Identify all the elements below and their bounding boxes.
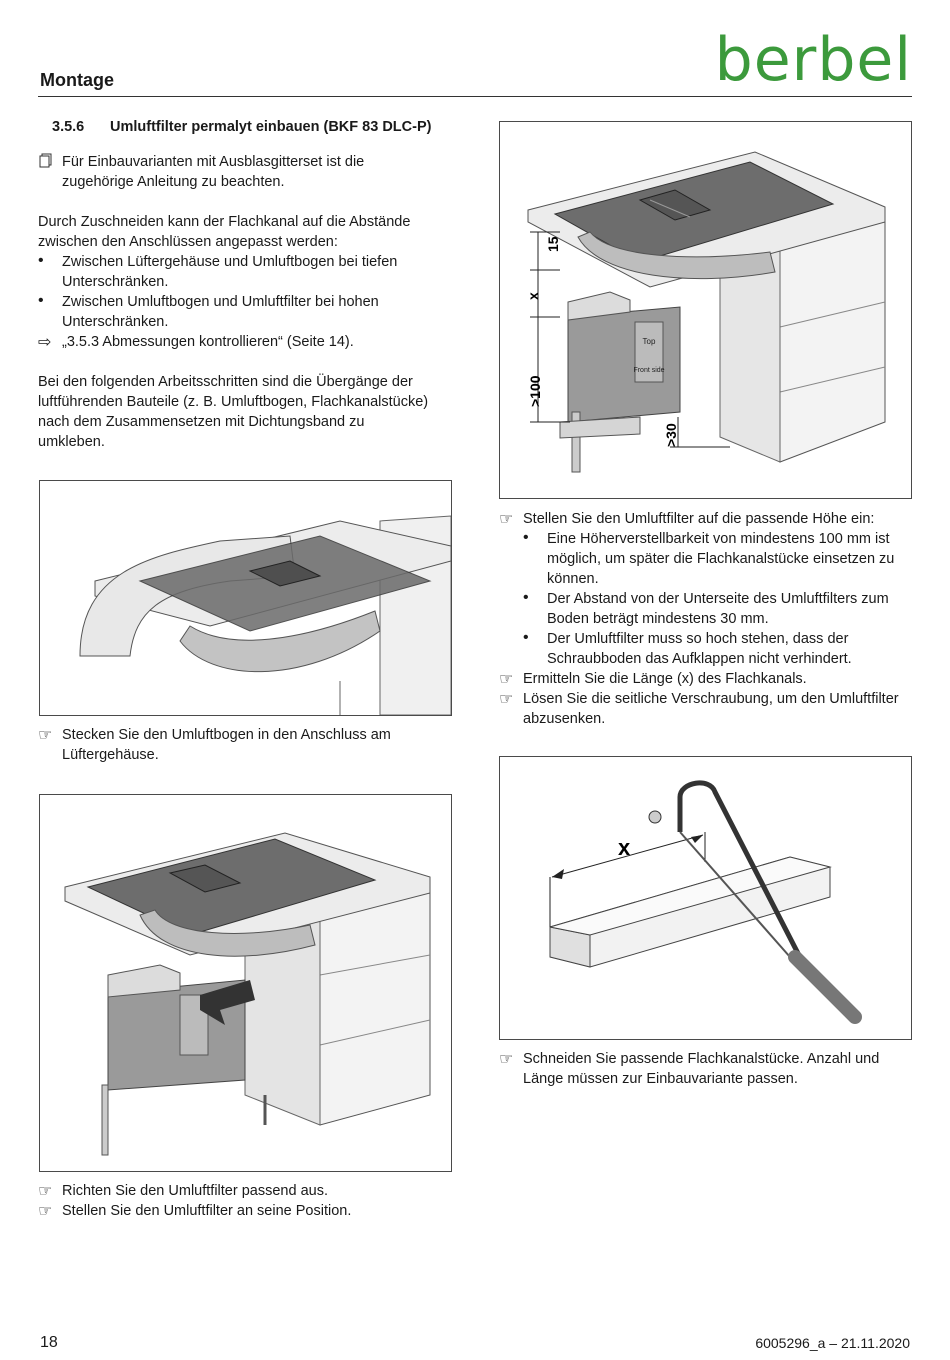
intro-line: Durch Zuschneiden kann der Flachkanal auf die Abstände bbox=[38, 214, 411, 230]
arrow-right-icon: ⇨ bbox=[38, 334, 52, 351]
caption-figure-3 bbox=[38, 1181, 448, 1221]
panel-label-front: Front side bbox=[633, 367, 665, 374]
note-block bbox=[38, 152, 448, 192]
intro-block bbox=[38, 212, 448, 452]
bullet-text: Der Abstand von der Unterseite des Umluftfilters zum bbox=[547, 591, 889, 607]
step-hand-icon: ☞ bbox=[499, 1051, 514, 1068]
list-item bbox=[38, 292, 448, 332]
list-item bbox=[499, 669, 914, 689]
intro-line: Bei den folgenden Arbeitsschritten sind die Übergänge der bbox=[38, 374, 413, 390]
header-section-title: Montage bbox=[40, 70, 114, 90]
caption-figure-2 bbox=[38, 725, 448, 765]
figure-cut-duct bbox=[499, 756, 912, 1040]
step-hand-icon: ☞ bbox=[38, 1203, 53, 1220]
list-item bbox=[38, 252, 448, 292]
list-item bbox=[38, 1201, 448, 1221]
bullet-text: können. bbox=[547, 571, 599, 587]
note-text-2: zugehörige Anleitung zu beachten. bbox=[62, 174, 285, 190]
bullet-text: Unterschränken. bbox=[62, 314, 169, 330]
figure-position-filter bbox=[39, 794, 452, 1172]
list-item bbox=[38, 725, 448, 765]
step-text: Schneiden Sie passende Flachkanalstücke. Anzahl und bbox=[523, 1051, 880, 1067]
list-item bbox=[523, 589, 914, 629]
figure-bend-connection bbox=[39, 480, 452, 716]
bullet-text: Unterschränken. bbox=[62, 274, 169, 290]
list-item bbox=[38, 1181, 448, 1201]
brand-logo: berbel bbox=[714, 25, 912, 95]
step-text: Lüftergehäuse. bbox=[62, 747, 159, 763]
header-divider bbox=[38, 96, 912, 97]
section-heading bbox=[52, 119, 431, 135]
bullet-icon: • bbox=[523, 529, 529, 546]
step-text: Länge müssen zur Einbauvariante passen. bbox=[523, 1071, 798, 1087]
list-item bbox=[499, 689, 914, 729]
caption-figure-4 bbox=[499, 1049, 914, 1089]
bullet-text: Boden beträgt mindestens 30 mm. bbox=[547, 611, 769, 627]
step-text: Ermitteln Sie die Länge (x) des Flachkanals. bbox=[523, 671, 807, 687]
document-pages-icon bbox=[38, 152, 62, 192]
intro-line: nach dem Zusammensetzen mit Dichtungsband zu bbox=[38, 414, 365, 430]
figure-dimensions bbox=[499, 121, 912, 499]
dim-100-label: >100 bbox=[527, 375, 543, 407]
bullet-icon: • bbox=[523, 629, 529, 646]
cross-reference-link[interactable]: „3.5.3 Abmessungen kontrollieren“ (Seite 14). bbox=[62, 334, 354, 350]
bullet-icon: • bbox=[38, 292, 44, 309]
note-text-1: Für Einbauvarianten mit Ausblasgitterset ist die bbox=[62, 154, 365, 170]
section-number: 3.5.6 bbox=[52, 119, 85, 135]
step-hand-icon: ☞ bbox=[499, 511, 514, 528]
list-item bbox=[499, 1049, 914, 1089]
step-text: Stecken Sie den Umluftbogen in den Anschluss am bbox=[62, 727, 391, 743]
step-text: abzusenken. bbox=[523, 711, 606, 727]
step-hand-icon: ☞ bbox=[499, 691, 514, 708]
bullet-text: Der Umluftfilter muss so hoch stehen, dass der bbox=[547, 631, 849, 647]
panel-label-top: Top bbox=[642, 337, 656, 346]
bullet-text: Eine Höherverstellbarkeit von mindestens 100 mm ist bbox=[547, 531, 890, 547]
step-hand-icon: ☞ bbox=[499, 671, 514, 688]
bullet-text: Zwischen Umluftbogen und Umluftfilter bei hohen bbox=[62, 294, 379, 310]
bullet-text: Schraubboden das Aufklappen nicht verhindert. bbox=[547, 651, 852, 667]
intro-line: luftführenden Bauteile (z. B. Umluftbogen, Flachkanalstücke) bbox=[38, 394, 429, 410]
list-item bbox=[523, 529, 914, 589]
bullet-icon: • bbox=[523, 589, 529, 606]
section-title: Umluftfilter permalyt einbauen (BKF 83 DLC-P) bbox=[110, 119, 432, 135]
dim-15-label: 15 bbox=[545, 236, 561, 252]
intro-line: zwischen den Anschlüssen angepasst werden: bbox=[38, 234, 338, 250]
list-item bbox=[523, 629, 914, 669]
cross-reference bbox=[38, 332, 448, 352]
cut-length-label: x bbox=[618, 835, 631, 860]
steps-right bbox=[499, 509, 914, 729]
list-item bbox=[499, 509, 914, 529]
step-text: Lösen Sie die seitliche Verschraubung, um den Umluftfilter bbox=[523, 691, 899, 707]
step-text: Stellen Sie den Umluftfilter auf die passende Höhe ein: bbox=[523, 511, 875, 527]
dim-x-label: x bbox=[525, 292, 541, 300]
bullet-text: Zwischen Lüftergehäuse und Umluftbogen bei tiefen bbox=[62, 254, 398, 270]
step-hand-icon: ☞ bbox=[38, 727, 53, 744]
step-text: Richten Sie den Umluftfilter passend aus. bbox=[62, 1183, 328, 1199]
step-text: Stellen Sie den Umluftfilter an seine Position. bbox=[62, 1203, 352, 1219]
intro-line: umkleben. bbox=[38, 434, 105, 450]
bullet-icon: • bbox=[38, 252, 44, 269]
dim-30-label: >30 bbox=[663, 423, 679, 447]
step-hand-icon: ☞ bbox=[38, 1183, 53, 1200]
document-id: 6005296_a – 21.11.2020 bbox=[755, 1335, 910, 1351]
bullet-text: möglich, um später die Flachkanalstücke einsetzen zu bbox=[547, 551, 895, 567]
page-number: 18 bbox=[40, 1334, 58, 1351]
